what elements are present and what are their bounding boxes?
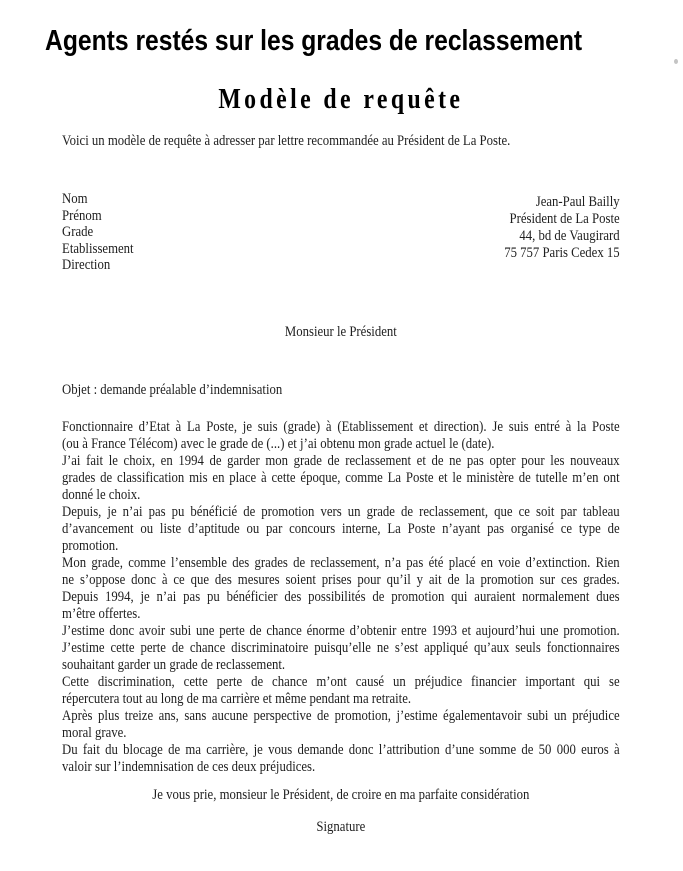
letter-body [62,419,620,776]
salutation-text: Monsieur le Président [284,323,397,340]
intro-text: Voici un modèle de requête à adresser par lettre recommandée au Président de La Poste. [62,133,511,149]
letter-line: promotion. [62,537,119,554]
recipient-title: Président de La Poste [509,211,620,227]
letter-line: répercutera tout au long de ma carrière et même pendant ma retraite. [62,690,412,707]
recipient-street: 44, bd de Vaugirard [519,228,620,244]
letter-line: Après plus treize ans, sans aucune perspective de promotion, j’estime égalementavoir subi un préjudice [62,707,620,724]
closing-text: Je vous prie, monsieur le Président, de croire en ma parfaite considération [152,786,530,803]
sender-field-nom: Nom [62,191,88,207]
subject-line: Objet : demande préalable d’indemnisation [62,381,283,398]
letter-line: m’être offertes. [62,605,141,622]
letter-line: valoir sur l’indemnisation de ces deux préjudices. [62,758,316,775]
recipient-name: Jean-Paul Bailly [535,194,620,210]
letter-line: moral grave. [62,724,127,741]
letter-paragraph [62,623,620,640]
document-inner [0,26,683,836]
recipient-city: 75 757 Paris Cedex 15 [504,245,620,261]
letter-line: donné le choix. [62,486,141,503]
sender-field-etablissement: Etablissement [62,240,134,257]
sender-field-grade: Grade [62,224,94,240]
signature-label: Signature [316,818,366,835]
letter-paragraph [62,419,620,453]
document-subtitle: Modèle de requête [218,84,464,115]
letter-line: souhaitant garder un grade de reclassement. [62,656,286,673]
letter-line: (ou à France Télécom) avec le grade de (...) et j’ai obtenu mon grade actuel le (date). [62,435,495,452]
letter-line: J’ai fait le choix, en 1994 de garder mon grade de reclassement et de ne pas opter pour les nouveaux [62,452,620,469]
letter-paragraph [62,742,620,776]
letter-paragraph [62,708,620,742]
address-row [62,191,620,274]
sender-field-direction: Direction [62,257,111,273]
letter-line: grades de classification mis en place à cette époque, comme La Poste et le ministère de tutelle m’en ont [62,469,620,486]
letter-line: Du fait du blocage de ma carrière, je vous demande donc l’attribution d’une somme de 50 000 euros à [62,741,620,758]
sender-block [62,191,134,274]
letter-line: Depuis, je n’ai pas pu bénéficié de promotion vers un grade de reclassement, que ce soit par tableau [62,503,620,520]
recipient-block [504,194,619,274]
letter-paragraph [62,504,620,555]
letter-line: Cette discrimination, cette perte de chance m’ont causé un préjudice financier important qui se [62,673,620,690]
page-title: Agents restés sur les grades de reclassement [45,25,583,57]
scan-artifact-dot [674,59,678,64]
letter-paragraph [62,674,620,708]
letter-line: Mon grade, comme l’ensemble des grades de reclassement, n’a pas été placé en voie d’extinction. Rien [62,554,620,571]
letter-paragraph [62,453,620,504]
letter-line: Fonctionnaire d’Etat à La Poste, je suis (grade) à (Etablissement et direction). Je suis entré à la Poste [62,418,620,435]
letter-line: J’estime donc avoir subi une perte de chance énorme d’obtenir entre 1993 et aujourd’hui une promotion. [62,622,620,639]
sender-field-prenom: Prénom [62,207,102,224]
letter-paragraph [62,640,620,674]
letter-line: d’avancement ou liste d’aptitude ou par concours interne, La Poste n’ayant pas organisé ce type de [62,520,620,537]
letter-line: J’estime cette perte de chance discriminatoire puisqu’elle ne s’est appliqué qu’aux seuls fonctionnaires [62,639,620,656]
letter-paragraph [62,589,620,623]
letter-line: ne s’oppose donc à ce que des mesures soient prises pour qu’il y ait de la promotion sur ces grades. [62,571,620,588]
letter-line: Depuis 1994, je n’ai pas pu bénéficier des possibilités de promotion qui auraient normalement dues [62,588,620,605]
letter-paragraph [62,555,620,589]
